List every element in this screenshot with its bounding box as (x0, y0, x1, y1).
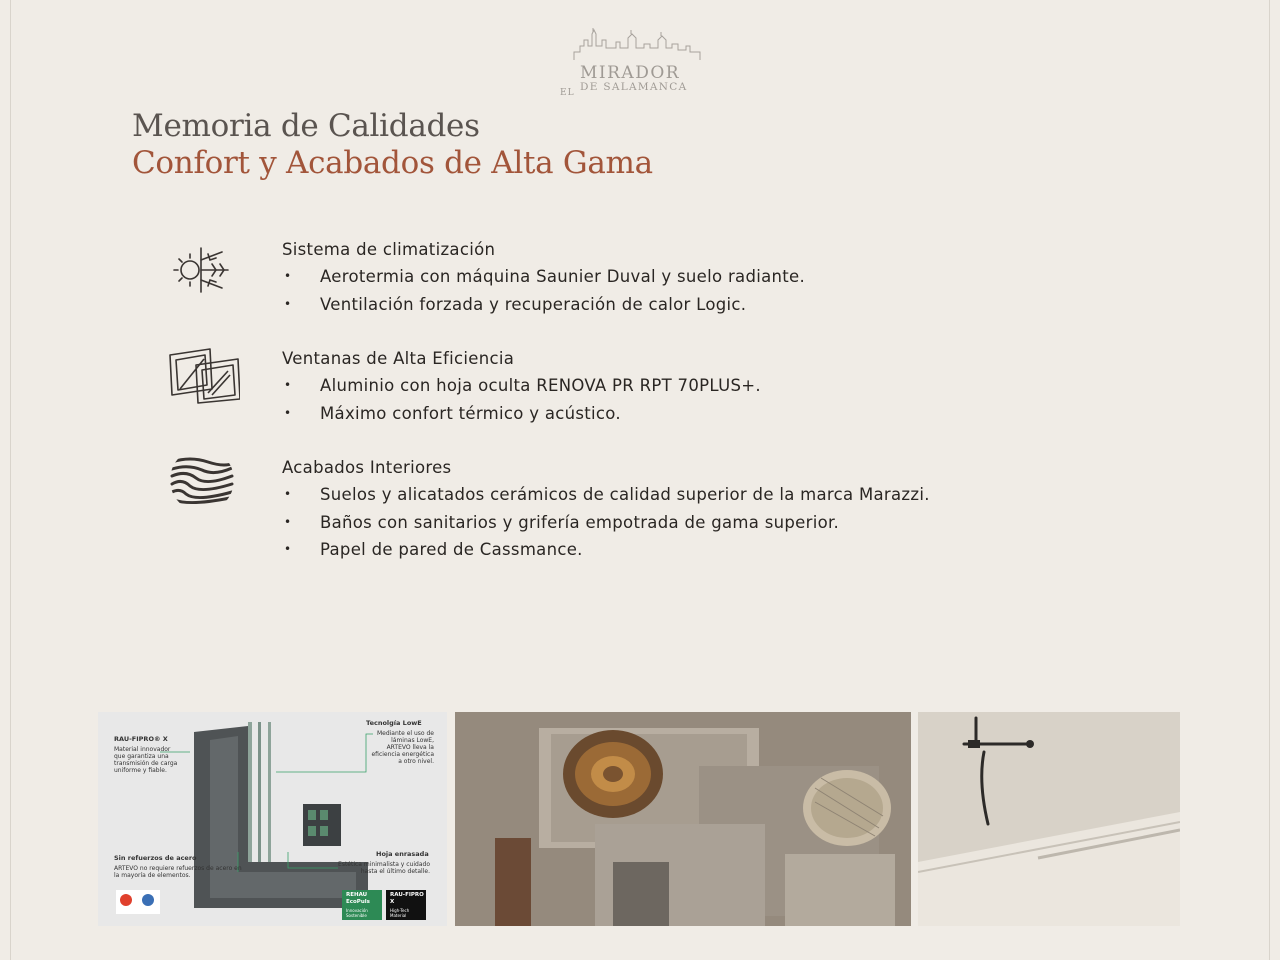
section-heading: Acabados Interiores (282, 458, 452, 477)
page-edge-left (10, 0, 11, 960)
logo-prefix: EL (560, 88, 575, 98)
bullet: • (284, 296, 292, 311)
badge-ecopuls-title: REHAU EcoPuls (346, 892, 370, 905)
logo-subname: DE SALAMANCA (580, 81, 688, 93)
steel-title: Sin refuerzos de acero (114, 854, 197, 862)
lowe-text: Mediante el uso de láminas LowE, ARTEVO lleva la eficiencia energética a otro nivel. (371, 730, 434, 765)
list-item: • Papel de pared de Cassmance. (282, 536, 982, 564)
bullet: • (284, 542, 292, 556)
list-item: • Ventilación forzada y recuperación de calor Logic. (282, 291, 982, 319)
window-profile-image (98, 712, 447, 926)
badge-ecopuls-text: Innovación Sostenible (346, 908, 368, 918)
sash-text: Estética minimalista y cuidado hasta el último detalle. (338, 861, 430, 875)
materials-moodboard-image (455, 712, 911, 926)
list-item: • Aerotermia con máquina Saunier Duval y suelo radiante. (282, 263, 982, 291)
list-item: • Baños con sanitarios y grifería empotrada de gama superior. (282, 509, 982, 537)
sash-title: Hoja enrasada (376, 850, 429, 858)
bullet: • (284, 514, 292, 529)
castle-skyline-icon (572, 26, 704, 62)
rau-text: Material innovador que garantiza una transmisión de carga uniforme y fiable. (114, 746, 178, 774)
bullet: • (284, 378, 292, 392)
texture-waves-icon (160, 454, 240, 514)
badge-fipro-text: High-Tech Material (390, 908, 410, 918)
logo-name: MIRADOR (580, 63, 681, 83)
page-subtitle: Confort y Acabados de Alta Gama (132, 145, 653, 181)
brand-logo (540, 26, 740, 98)
list-item: • Máximo confort térmico y acústico. (282, 400, 982, 428)
lowe-title: Tecnolgía LowE (366, 719, 422, 727)
steel-text: ARTEVO no requiere refuerzos de acero en la mayoría de elementos. (114, 865, 242, 879)
bullet: • (284, 269, 292, 283)
page-edge-right (1269, 0, 1270, 960)
bullet: • (284, 487, 292, 501)
section-heading: Ventanas de Alta Eficiencia (282, 349, 515, 368)
climate-sun-snowflake-icon (160, 236, 240, 296)
window-frames-icon (160, 345, 240, 405)
shower-image (918, 712, 1180, 926)
rau-title: RAU-FIPRO® X (114, 735, 168, 743)
list-item: • Suelos y alicatados cerámicos de calidad superior de la marca Marazzi. (282, 481, 982, 509)
bullet: • (284, 405, 292, 420)
list-item: • Aluminio con hoja oculta RENOVA PR RPT 70PLUS+. (282, 372, 982, 400)
page-title: Memoria de Calidades (132, 108, 480, 144)
badge-fipro-title: RAU-FIPRO X (390, 892, 424, 905)
section-heading: Sistema de climatización (282, 240, 496, 259)
